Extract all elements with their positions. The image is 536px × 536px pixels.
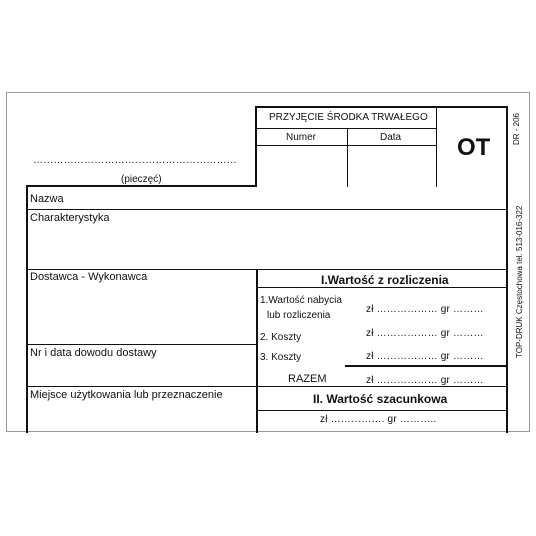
header-col-number: Numer xyxy=(286,132,317,143)
printer-info: TOP-DRUK Częstochowa tel. 513-016-322 xyxy=(515,205,524,358)
line-after-name xyxy=(28,209,506,210)
section1-row2-value: zł ……………… gr ……… xyxy=(366,328,484,339)
left-border-line xyxy=(26,185,28,433)
section1-row3-value: zł ……………… gr ……… xyxy=(366,351,484,362)
line-after-delivery xyxy=(28,386,506,387)
section-vertical-divider xyxy=(256,269,258,433)
section1-total-value: zł ……………… gr ……… xyxy=(366,375,484,386)
section1-row1-value: zł ……………… gr ……… xyxy=(366,304,484,315)
field-label-supplier: Dostawca - Wykonawca xyxy=(30,271,148,283)
section1-row1-line2: lub rozliczenia xyxy=(267,310,331,321)
header-box-title: PRZYJĘCIE ŚRODKA TRWAŁEGO xyxy=(269,112,428,123)
form-top-line-left xyxy=(26,185,257,187)
section1-row2-label: 2. Koszty xyxy=(260,332,302,343)
stamp-label: (pieczęć) xyxy=(121,174,162,185)
field-label-name: Nazwa xyxy=(30,193,64,205)
line-after-characteristic xyxy=(28,269,506,270)
section1-row1-line1: 1.Wartość nabycia xyxy=(260,295,342,306)
header-box-top xyxy=(255,106,508,108)
form-code: DR - 206 xyxy=(512,112,521,145)
field-label-delivery-doc: Nr i data dowodu dostawy xyxy=(30,347,157,359)
form-card xyxy=(6,92,530,432)
section2-title: II. Wartość szacunkowa xyxy=(313,392,448,406)
section1-row3-label: 3. Koszty xyxy=(260,352,302,363)
stamp-dots: …………………………………………………… xyxy=(33,155,237,166)
field-label-place-of-use: Miejsce użytkowania lub przeznaczenie xyxy=(30,389,223,401)
section1-total-label: RAZEM xyxy=(288,373,327,385)
section2-title-underline xyxy=(258,410,506,411)
header-col-date: Data xyxy=(380,132,402,143)
line-after-supplier xyxy=(28,344,257,345)
section2-value: zł ……………. gr ……….. xyxy=(320,414,437,425)
header-box-left xyxy=(255,106,257,187)
header-col-divider xyxy=(347,128,348,187)
field-label-characteristic: Charakterystyka xyxy=(30,212,110,224)
right-border-line xyxy=(506,106,508,433)
doc-code: OT xyxy=(457,134,491,161)
razem-line xyxy=(345,365,506,367)
section1-title-underline xyxy=(258,287,506,288)
ot-box-left xyxy=(436,106,437,187)
section1-title: I.Wartość z rozliczenia xyxy=(321,273,449,287)
